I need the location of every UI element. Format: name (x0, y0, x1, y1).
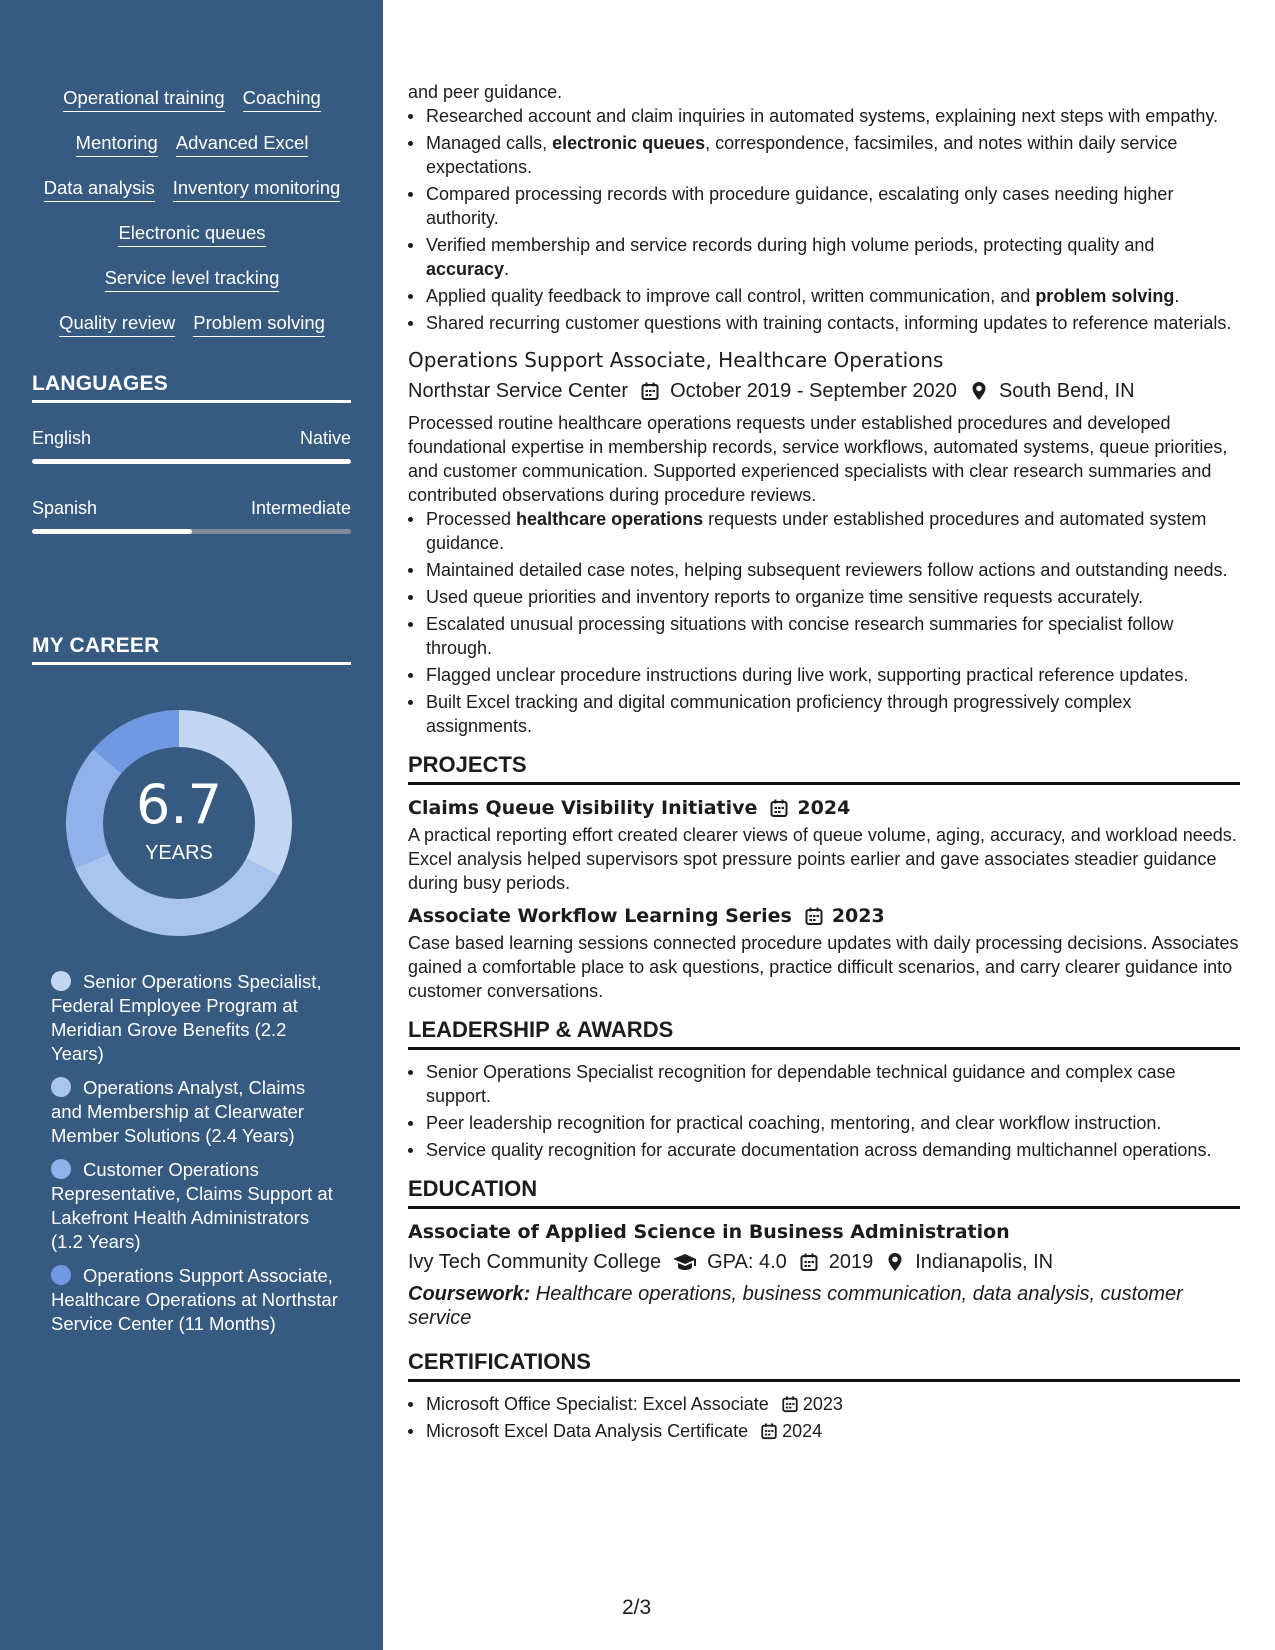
projects-list (408, 795, 1240, 1003)
bullet-item (408, 311, 1240, 335)
project-name: Claims Queue Visibility Initiative (408, 797, 758, 819)
certification-item (408, 1392, 1240, 1416)
bullet-item (408, 1138, 1240, 1162)
bullet-item (408, 663, 1240, 687)
bullet-text: . (1174, 286, 1180, 306)
language-level: Native (299, 428, 351, 448)
skill-row (32, 176, 352, 221)
career-item (51, 1158, 341, 1254)
main-content (408, 80, 1240, 1446)
project-year: 2024 (797, 797, 851, 819)
graduation-year: 2019 (828, 1251, 874, 1273)
project-description: A practical reporting effort created clearer views of queue volume, aging, accuracy, and workload needs. Excel analysis helped supervisors spot pressure points earlier and gave associates steadier guidance during busy periods. (408, 825, 1237, 893)
language-name: Spanish (32, 498, 98, 518)
calendar-icon (804, 906, 824, 926)
calendar-icon (640, 381, 660, 401)
bullet-text: Peer leadership recognition for practical coaching, mentoring, and clear workflow instruction. (426, 1113, 1162, 1133)
certifications-list (408, 1392, 1240, 1443)
career-item-text: Operations Support Associate, Healthcare Operations at Northstar Service Center (11 Months) (51, 1265, 338, 1334)
project-title (408, 795, 1240, 821)
career-color-dot (51, 971, 71, 991)
previous-job-bullets (408, 104, 1240, 335)
certification-name: Microsoft Excel Data Analysis Certificate (426, 1421, 749, 1441)
language-english (32, 427, 351, 464)
intro-tail: and peer guidance. (408, 82, 563, 102)
skill-tag: Coaching (243, 86, 321, 112)
sidebar (0, 0, 383, 1650)
education-heading: EDUCATION (408, 1175, 1240, 1209)
bullet-item (408, 182, 1240, 230)
bullet-text: , correspondence, facsimiles, and notes within daily service expectations. (426, 133, 1178, 177)
bullet-text: Shared recurring customer questions with training contacts, informing updates to reference materials. (426, 313, 1232, 333)
certification-year: 2023 (802, 1394, 843, 1414)
leadership-heading: LEADERSHIP & AWARDS (408, 1016, 1240, 1050)
calendar-icon (799, 1252, 819, 1272)
skill-tag: Operational training (63, 86, 224, 112)
bullet-text: Managed calls, (426, 133, 553, 153)
bullet-text: Built Excel tracking and digital communication proficiency through progressively complex assignments. (426, 692, 1132, 736)
language-name: English (32, 428, 92, 448)
skills-list (32, 86, 352, 356)
job-summary: Processed routine healthcare operations requests under established procedures and developed foundational expertise in membership records, service workflows, automated systems, queue priorities, and customer communication. Supported experienced specialists with clear research summaries and contributed observations during procedure reviews. (408, 413, 1228, 505)
bullet-item (408, 690, 1240, 738)
job-title: Operations Support Associate, Healthcare Operations (408, 348, 944, 372)
job-meta (408, 377, 1240, 405)
coursework-label: Coursework: (408, 1283, 531, 1305)
graduation-cap-icon (673, 1252, 697, 1272)
calendar-icon (781, 1395, 799, 1413)
project-description: Case based learning sessions connected procedure updates with daily processing decisions. Associates gained a comfortable place to ask questions, practice difficult scenarios, and carry clearer guidance into customer conversations. (408, 933, 1239, 1001)
bullet-text: Maintained detailed case notes, helping subsequent reviewers follow actions and outstanding needs. (426, 560, 1228, 580)
skill-tag: Quality review (59, 311, 175, 337)
bullet-text: Researched account and claim inquiries in automated systems, explaining next steps with empathy. (426, 106, 1219, 126)
languages-heading: LANGUAGES (32, 372, 351, 403)
coursework (408, 1282, 1240, 1330)
career-unit: YEARS (145, 842, 213, 864)
career-item (51, 1264, 341, 1336)
bullet-item (408, 284, 1240, 308)
school-name: Ivy Tech Community College (408, 1251, 662, 1273)
bullet-text: Escalated unusual processing situations with concise research summaries for specialist follow through. (426, 614, 1174, 658)
education-meta (408, 1248, 1240, 1276)
bullet-text: Processed (426, 509, 517, 529)
page-number: 2/3 (622, 1596, 652, 1619)
job-bullets (408, 507, 1240, 738)
skill-tag: Electronic queues (118, 221, 265, 247)
bullet-item (408, 1060, 1240, 1108)
calendar-icon (769, 798, 789, 818)
career-item (51, 970, 341, 1066)
calendar-icon (760, 1422, 778, 1440)
job-dates: October 2019 - September 2020 (670, 380, 957, 402)
bullet-text: Senior Operations Specialist recognition for dependable technical guidance and complex case support. (426, 1062, 1176, 1106)
bullet-item (408, 233, 1240, 281)
bold-keyword: problem solving (1035, 286, 1175, 306)
project-title (408, 903, 1240, 929)
language-level: Intermediate (250, 498, 351, 518)
skill-tag: Data analysis (44, 176, 155, 202)
skill-row (32, 221, 352, 266)
skill-tag: Inventory monitoring (173, 176, 341, 202)
certification-year: 2024 (782, 1421, 823, 1441)
career-item-text: Operations Analyst, Claims and Membership at Clearwater Member Solutions (2.4 Years) (51, 1077, 306, 1146)
skill-tag: Mentoring (76, 131, 158, 157)
bold-keyword: electronic queues (552, 133, 706, 153)
career-total: 6.7 (136, 773, 222, 836)
school-location: Indianapolis, IN (915, 1251, 1054, 1273)
language-spanish (32, 497, 351, 534)
skill-tag: Advanced Excel (176, 131, 309, 157)
location-pin-icon (885, 1252, 905, 1272)
language-bar (32, 459, 351, 464)
skill-row (32, 131, 352, 176)
bullet-item (408, 585, 1240, 609)
location-pin-icon (969, 381, 989, 401)
bullet-item (408, 104, 1240, 128)
gpa: GPA: 4.0 (707, 1251, 787, 1273)
project-name: Associate Workflow Learning Series (408, 905, 792, 927)
language-bar (32, 529, 351, 534)
skill-row (32, 266, 352, 311)
project-year: 2023 (831, 905, 885, 927)
job-company: Northstar Service Center (408, 380, 629, 402)
bullet-item (408, 1111, 1240, 1135)
leadership-list (408, 1060, 1240, 1162)
career-item-text: Senior Operations Specialist, Federal Employee Program at Meridian Grove Benefits (2.2 Years) (51, 971, 322, 1064)
bullet-text: Verified membership and service records during high volume periods, protecting quality and (426, 235, 1155, 255)
skill-row (32, 86, 352, 131)
bullet-text: Compared processing records with procedure guidance, escalating only cases needing higher authority. (426, 184, 1174, 228)
job-location: South Bend, IN (998, 380, 1135, 402)
certification-item (408, 1419, 1240, 1443)
bullet-text: Flagged unclear procedure instructions during live work, supporting practical reference updates. (426, 665, 1189, 685)
coursework-text: Healthcare operations, business communication, data analysis, customer service (408, 1283, 1183, 1329)
career-list (51, 970, 341, 1346)
career-item (51, 1076, 341, 1148)
language-bar-fill (32, 529, 192, 534)
certification-name: Microsoft Office Specialist: Excel Associate (426, 1394, 769, 1414)
bullet-item (408, 131, 1240, 179)
degree-title: Associate of Applied Science in Business Administration (408, 1221, 1010, 1243)
skill-tag: Problem solving (193, 311, 325, 337)
bullet-text: requests under established procedures and automated system guidance. (426, 509, 1207, 553)
bold-keyword: healthcare operations (516, 509, 704, 529)
bullet-text: Service quality recognition for accurate documentation across demanding multichannel operations. (426, 1140, 1212, 1160)
career-item-text: Customer Operations Representative, Claims Support at Lakefront Health Administrators (1.2 Years) (51, 1159, 333, 1252)
bullet-text: Used queue priorities and inventory reports to organize time sensitive requests accurately. (426, 587, 1144, 607)
bullet-item (408, 507, 1240, 555)
bullet-text: . (504, 259, 510, 279)
career-color-dot (51, 1077, 71, 1097)
career-color-dot (51, 1159, 71, 1179)
bold-keyword: accuracy (426, 259, 505, 279)
career-heading: MY CAREER (32, 634, 351, 665)
skill-row (32, 311, 352, 356)
projects-heading: PROJECTS (408, 751, 1240, 785)
bullet-text: Applied quality feedback to improve call control, written communication, and (426, 286, 1036, 306)
skill-tag: Service level tracking (105, 266, 280, 292)
bullet-item (408, 558, 1240, 582)
language-bar-fill (32, 459, 351, 464)
certifications-heading: CERTIFICATIONS (408, 1348, 1240, 1382)
career-donut-chart (66, 710, 292, 936)
career-color-dot (51, 1265, 71, 1285)
bullet-item (408, 612, 1240, 660)
